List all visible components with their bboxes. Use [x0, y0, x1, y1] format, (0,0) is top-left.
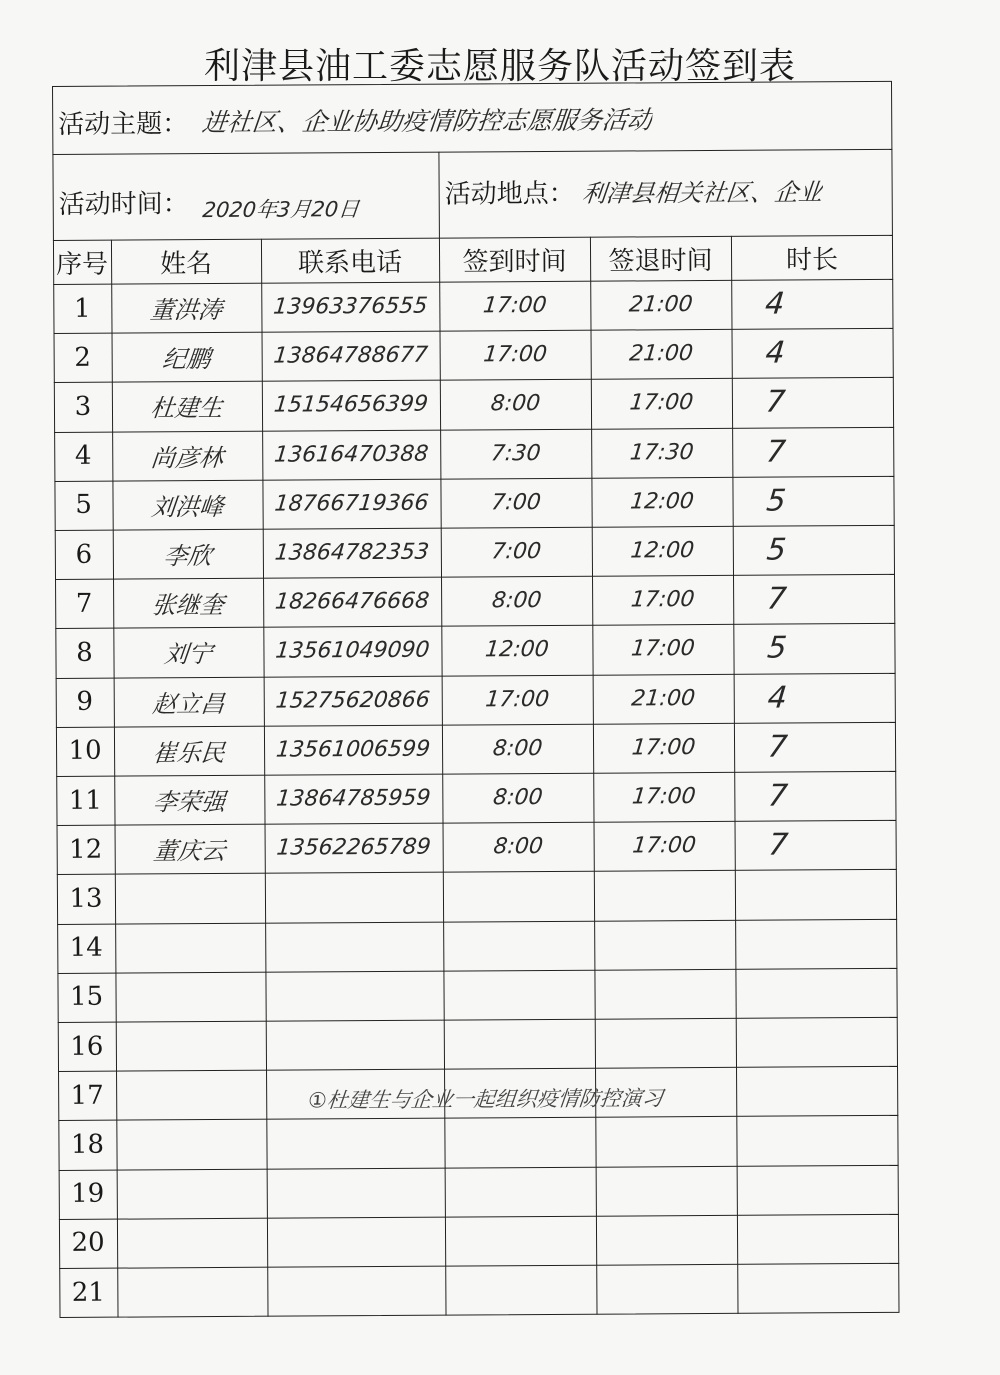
column-header-duration: 时长	[785, 244, 839, 276]
name-cell	[115, 1267, 270, 1317]
name-cell	[114, 1119, 269, 1169]
sign-in-time-cell: 8:00	[490, 588, 543, 614]
phone-number-cell: 13616470388	[273, 441, 430, 468]
serial-number-cell: 11	[68, 785, 103, 816]
name-cell	[113, 873, 268, 923]
sign-out-time-cell	[592, 870, 738, 920]
sign-in-time-cell	[441, 871, 597, 921]
sign-out-time-cell: 17:00	[630, 734, 697, 761]
sign-out-time-cell: 17:00	[628, 390, 695, 416]
name-cell: 刘宁	[162, 640, 214, 669]
duration-cell	[733, 869, 900, 919]
sign-in-time-cell	[442, 1166, 598, 1216]
duration-cell	[734, 1115, 901, 1165]
sign-out-time-cell	[594, 1215, 740, 1265]
name-cell: 张继奎	[150, 591, 226, 620]
name-cell	[113, 1021, 268, 1071]
serial-number-cell: 19	[71, 1178, 105, 1210]
phone-number-cell	[263, 872, 446, 922]
sign-in-time-cell: 17:00	[484, 686, 551, 713]
sign-out-time-cell	[592, 919, 738, 969]
sign-out-time-cell	[592, 1018, 738, 1068]
sign-in-time-cell	[441, 1019, 597, 1069]
phone-number-cell: 13864782353	[273, 539, 431, 566]
duration-cell: 4	[766, 680, 789, 716]
sign-out-time-cell: 17:00	[631, 833, 698, 859]
serial-number-cell: 7	[75, 588, 93, 619]
column-header-sign-in-time: 签到时间	[462, 246, 567, 277]
page-title: 利津县油工委志愿服务队活动签到表	[203, 46, 796, 87]
phone-number-cell: 13864785959	[275, 785, 432, 812]
serial-number-cell: 9	[76, 686, 94, 718]
serial-number-cell: 14	[69, 932, 103, 964]
phone-number-cell: 13963376555	[272, 293, 429, 320]
sign-out-time-cell: 21:00	[628, 341, 695, 367]
sign-in-time-cell: 7:00	[490, 489, 542, 516]
theme-value: 进社区、企业协助疫情防控志愿服务活动	[200, 105, 654, 138]
duration-cell: 7	[765, 581, 788, 617]
sign-out-time-cell	[593, 1165, 739, 1215]
sign-in-time-cell: 12:00	[484, 637, 550, 663]
sign-out-time-cell: 17:00	[630, 784, 697, 810]
serial-number-cell: 5	[75, 490, 92, 521]
duration-cell: 5	[764, 483, 788, 519]
sign-in-time-cell: 7:00	[490, 539, 543, 565]
duration-cell: 7	[766, 778, 790, 814]
sign-in-time-cell: 7:30	[489, 440, 542, 467]
duration-cell	[735, 1214, 902, 1264]
serial-number-cell: 17	[70, 1080, 104, 1111]
serial-number-cell: 20	[71, 1228, 105, 1259]
sign-out-time-cell	[593, 1116, 739, 1166]
name-cell: 董庆云	[152, 837, 227, 866]
phone-number-cell: 18266476668	[273, 588, 431, 615]
sign-out-time-cell: 17:00	[630, 636, 696, 662]
serial-number-cell: 4	[74, 440, 92, 472]
duration-cell: 7	[764, 385, 787, 421]
sign-out-time-cell: 12:00	[629, 538, 696, 564]
name-cell: 李欣	[162, 542, 213, 571]
phone-number-cell	[265, 1216, 448, 1266]
phone-number-cell	[263, 1020, 446, 1070]
name-cell: 刘洪峰	[149, 492, 225, 522]
name-cell	[115, 1217, 270, 1267]
name-cell	[114, 1168, 269, 1218]
serial-number-cell: 6	[75, 539, 93, 570]
sign-in-time-cell: 8:00	[492, 834, 545, 860]
sign-in-time-cell: 17:00	[481, 293, 548, 319]
duration-cell: 7	[764, 434, 788, 470]
name-cell: 董洪涛	[148, 296, 224, 325]
name-cell: 赵立昌	[151, 689, 226, 719]
serial-number-cell: 2	[74, 342, 92, 373]
column-header-sign-out-time: 签退时间	[608, 245, 713, 277]
sign-out-time-cell: 21:00	[627, 292, 694, 318]
serial-number-cell: 18	[70, 1129, 105, 1160]
sign-in-time-cell	[441, 969, 597, 1019]
sign-in-time-cell	[443, 1215, 599, 1265]
time-label: 活动时间：	[58, 188, 189, 220]
duration-cell	[735, 1263, 902, 1313]
serial-number-cell: 15	[69, 982, 104, 1013]
phone-number-cell	[264, 1118, 447, 1168]
duration-cell	[733, 968, 900, 1018]
sign-in-time-cell: 17:00	[482, 342, 549, 368]
serial-number-cell: 16	[70, 1031, 104, 1062]
phone-number-cell	[263, 970, 446, 1020]
sign-in-time-cell	[443, 1265, 599, 1315]
phone-number-cell	[265, 1266, 448, 1316]
sign-in-table	[52, 81, 900, 1318]
duration-cell: 5	[765, 630, 789, 667]
phone-number-cell	[263, 921, 446, 971]
sign-out-time-cell: 17:00	[629, 587, 696, 613]
name-cell: 崔乐民	[151, 738, 227, 768]
phone-number-cell: 15154656399	[272, 392, 430, 419]
phone-number-cell: 13561006599	[274, 736, 432, 763]
duration-cell: 4	[763, 335, 787, 371]
phone-number-cell: 13562265789	[275, 834, 432, 861]
place-label: 活动地点：	[444, 178, 575, 210]
name-cell	[113, 922, 268, 972]
serial-number-cell: 10	[68, 736, 102, 767]
serial-number-cell: 13	[69, 883, 103, 914]
phone-number-cell	[264, 1167, 447, 1217]
remark-note: ①杜建生与企业一起组织疫情防控演习	[306, 1086, 665, 1113]
sign-in-time-cell: 8:00	[491, 735, 544, 762]
duration-cell: 4	[763, 286, 787, 322]
name-cell	[114, 1070, 269, 1120]
serial-number-cell: 8	[76, 637, 93, 668]
sign-in-time-cell: 8:00	[489, 391, 542, 417]
sign-in-time-cell	[441, 920, 597, 970]
phone-number-cell: 15275620866	[274, 687, 431, 714]
serial-number-cell: 21	[71, 1277, 106, 1308]
name-cell: 杜建生	[149, 394, 225, 423]
duration-cell	[733, 1017, 900, 1067]
sign-out-time-cell	[594, 1264, 740, 1314]
phone-number-cell: 18766719366	[273, 490, 430, 517]
place-value: 利津县相关社区、企业	[581, 177, 824, 208]
duration-cell: 7	[766, 729, 789, 765]
sign-out-time-cell	[592, 969, 738, 1019]
sign-out-time-cell: 12:00	[629, 488, 695, 515]
serial-number-cell: 1	[73, 293, 91, 324]
phone-number-cell: 13561049090	[274, 638, 431, 665]
duration-cell: 5	[765, 532, 788, 568]
column-header-name: 姓名	[159, 248, 213, 279]
sign-in-time-cell: 8:00	[491, 785, 544, 811]
column-header-phone-number: 联系电话	[297, 247, 403, 278]
duration-cell	[733, 918, 900, 968]
sign-out-time-cell: 21:00	[630, 685, 697, 712]
theme-label: 活动主题：	[58, 108, 189, 140]
duration-cell: 7	[766, 827, 790, 863]
time-value: 2020年3月20日	[201, 197, 361, 223]
name-cell: 纪鹏	[161, 345, 212, 374]
serial-number-cell: 3	[74, 391, 92, 422]
phone-number-cell: 13864788677	[272, 342, 429, 369]
sign-out-time-cell: 17:30	[628, 439, 695, 466]
column-header-serial-number: 序号	[55, 249, 109, 280]
serial-number-cell: 12	[69, 834, 103, 865]
sign-in-time-cell	[442, 1117, 598, 1167]
name-cell: 李荣强	[151, 788, 227, 817]
name-cell: 尚彦林	[149, 443, 225, 473]
duration-cell	[734, 1164, 901, 1214]
duration-cell	[734, 1066, 901, 1116]
name-cell	[113, 971, 268, 1021]
